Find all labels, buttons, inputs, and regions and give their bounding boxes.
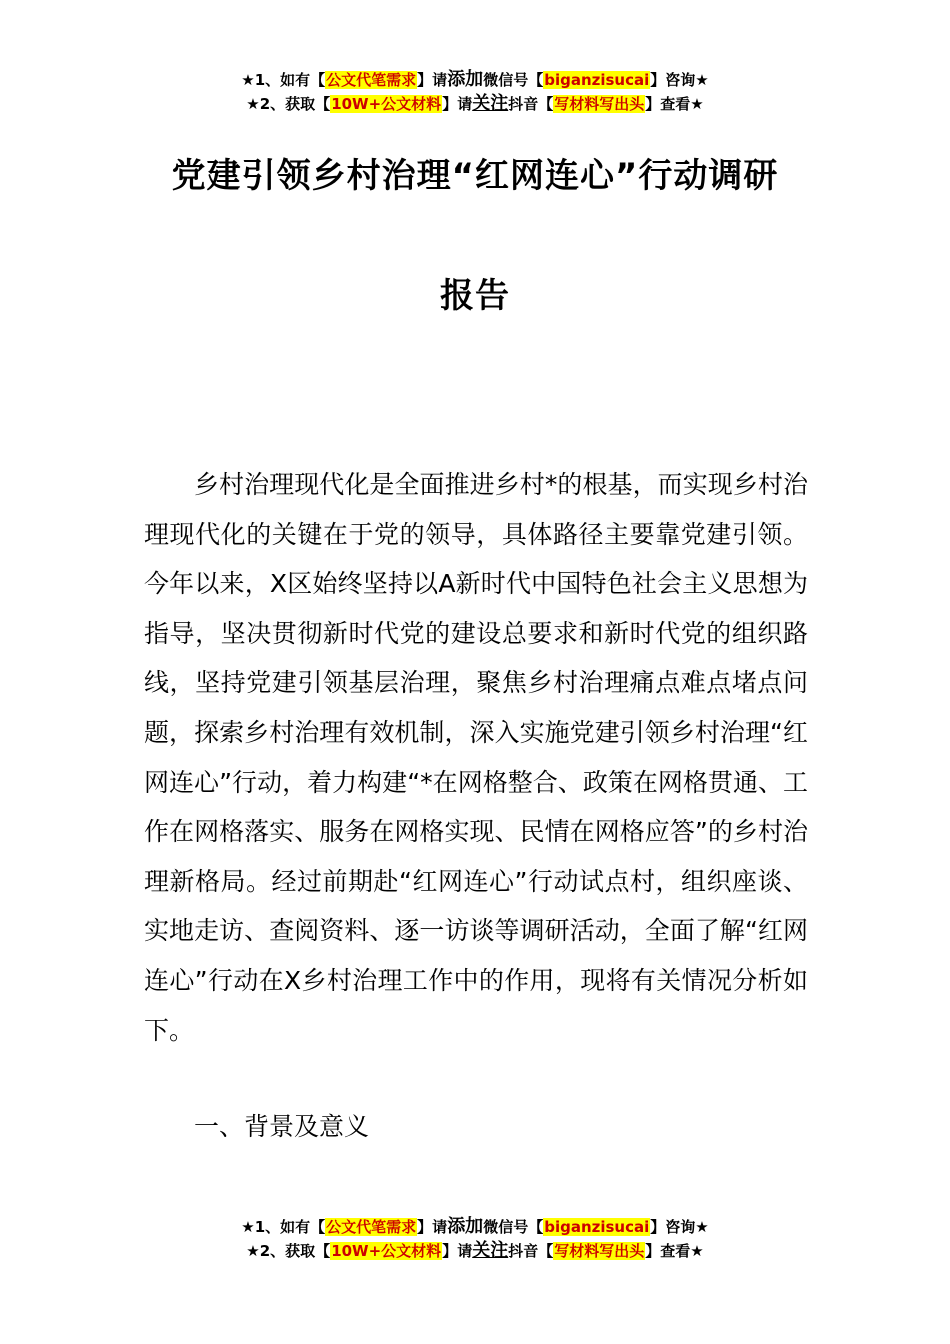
document-title-line-2: 报告	[440, 276, 510, 316]
promo-wechat-id: biganzisucai	[544, 1218, 650, 1236]
promo-emphasis: 添加	[447, 69, 484, 90]
promo-text: 】咨询★	[650, 1218, 709, 1236]
promo-emphasis: 关注	[472, 1240, 509, 1261]
promo-text: 】查看★	[645, 1242, 704, 1260]
promo-douyin-id: 写材料写出头	[554, 95, 645, 113]
promo-text: ★2、获取【	[246, 1242, 331, 1260]
promo-text: 抖音【	[508, 95, 554, 113]
promo-highlight: 10W+公文材料	[331, 95, 442, 113]
promo-text: ★1、如有【	[241, 1218, 326, 1236]
promo-text: 微信号【	[483, 71, 544, 89]
promo-emphasis: 添加	[447, 1216, 484, 1237]
promo-text: 】查看★	[645, 95, 704, 113]
promo-highlight: 公文代笔需求	[326, 71, 417, 89]
promo-text: 微信号【	[483, 1218, 544, 1236]
promo-highlight: 10W+公文材料	[331, 1242, 442, 1260]
promo-highlight: 公文代笔需求	[326, 1218, 417, 1236]
promo-line-1	[0, 1215, 950, 1239]
promo-text: 】请	[417, 71, 448, 89]
promo-text: ★1、如有【	[241, 71, 326, 89]
promo-line-2	[0, 92, 950, 116]
promo-wechat-id: biganzisucai	[544, 71, 650, 89]
promo-line-1	[0, 68, 950, 92]
promo-douyin-id: 写材料写出头	[554, 1242, 645, 1260]
promo-line-2	[0, 1239, 950, 1263]
promo-text: 】请	[417, 1218, 448, 1236]
promo-emphasis: 关注	[472, 93, 509, 114]
document-title-line-1: 党建引领乡村治理“红网连心”行动调研	[171, 156, 779, 196]
intro-paragraph: 乡村治理现代化是全面推进乡村*的根基，而实现乡村治理现代化的关键在于党的领导，具体路径主要靠党建引领。今年以来，X区始终坚持以A新时代中国特色社会主义思想为指导，坚决贯彻新时代党的建设总要求和新时代党的组织路线，坚持党建引领基层治理，聚焦乡村治理痛点难点堵点问题，探索乡村治理有效机制，深入实施党建引领乡村治理“红网连心”行动，着力构建“*在网格整合、政策在网格贯通、工作在网格落实、服务在网格实现、民情在网格应答”的乡村治理新格局。经过前期赴“红网连心”行动试点村，组织座谈、实地走访、查阅资料、逐一访谈等调研活动，全面了解“红网连心”行动在X乡村治理工作中的作用，现将有关情况分析如下。	[144, 470, 808, 1045]
section-heading: 一、背景及意义	[194, 1112, 370, 1141]
promo-text: ★2、获取【	[246, 95, 331, 113]
promo-text: 】请	[442, 95, 473, 113]
promo-text: 】请	[442, 1242, 473, 1260]
promo-footer-bottom	[0, 1215, 950, 1263]
promo-text: 】咨询★	[650, 71, 709, 89]
promo-text: 抖音【	[508, 1242, 554, 1260]
promo-header-top	[0, 68, 950, 116]
